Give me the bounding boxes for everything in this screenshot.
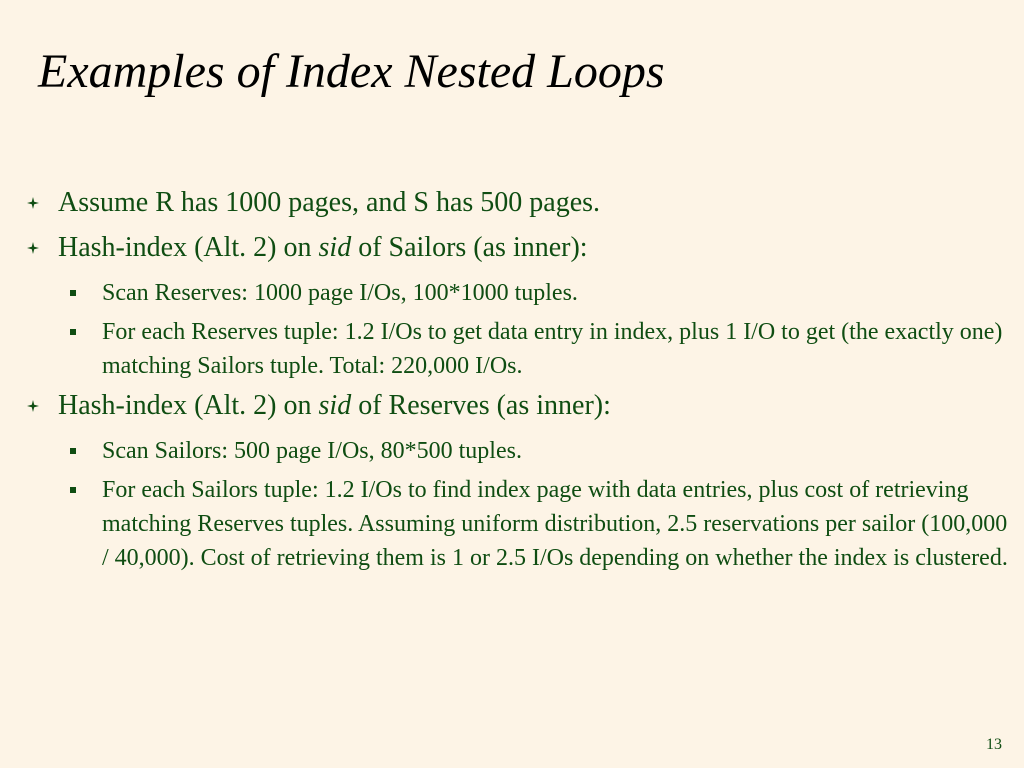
diamond-bullet-icon [24,231,42,265]
bullet-2-prefix: Hash-index (Alt. 2) on [58,232,319,263]
bullet-1 [24,186,1009,220]
sub-bullet-3-2 [24,473,1009,575]
slide-title: Examples of Index Nested Loops [38,45,665,98]
square-bullet-icon [69,276,77,310]
sub-bullet-3-1-text: Scan Sailors: 500 page I/Os, 80*500 tuples. [102,438,522,464]
square-bullet-icon [69,315,77,349]
sub-bullet-2-2 [24,315,1009,383]
sub-bullet-2-1-text: Scan Reserves: 1000 page I/Os, 100*1000 tuples. [102,280,578,306]
bullet-3-suffix: of Reserves (as inner): [351,390,611,421]
sub-bullet-2-2-text: For each Reserves tuple: 1.2 I/Os to get data entry in index, plus 1 I/O to get (the exactly one) matching Sailors tuple. Total: 220,000 I/Os. [102,319,1003,379]
page-number: 13 [986,736,1002,753]
bullet-2-emphasis: sid [318,232,352,263]
bullet-1-text: Assume R has 1000 pages, and S has 500 pages. [58,187,601,218]
bullet-2 [24,231,1009,265]
bullet-3-prefix: Hash-index (Alt. 2) on [58,390,319,421]
sub-bullet-3-2-text: For each Sailors tuple: 1.2 I/Os to find index page with data entries, plus cost of retrieving matching Reserves tuples. Assuming uniform distribution, 2.5 reservations per sailor (100,000 / 40,000). Cost of retrieving them is 1 or 2.5 I/Os depending on whether the index is clustered. [102,477,1008,571]
sub-bullet-3-1 [24,434,1009,468]
square-bullet-icon [69,434,77,468]
bullet-3 [24,389,1009,423]
diamond-bullet-icon [24,389,42,423]
slide-content [24,186,1009,580]
square-bullet-icon [69,473,77,507]
bullet-3-emphasis: sid [318,390,352,421]
bullet-2-suffix: of Sailors (as inner): [351,232,588,263]
sub-bullet-2-1 [24,276,1009,310]
diamond-bullet-icon [24,186,42,220]
